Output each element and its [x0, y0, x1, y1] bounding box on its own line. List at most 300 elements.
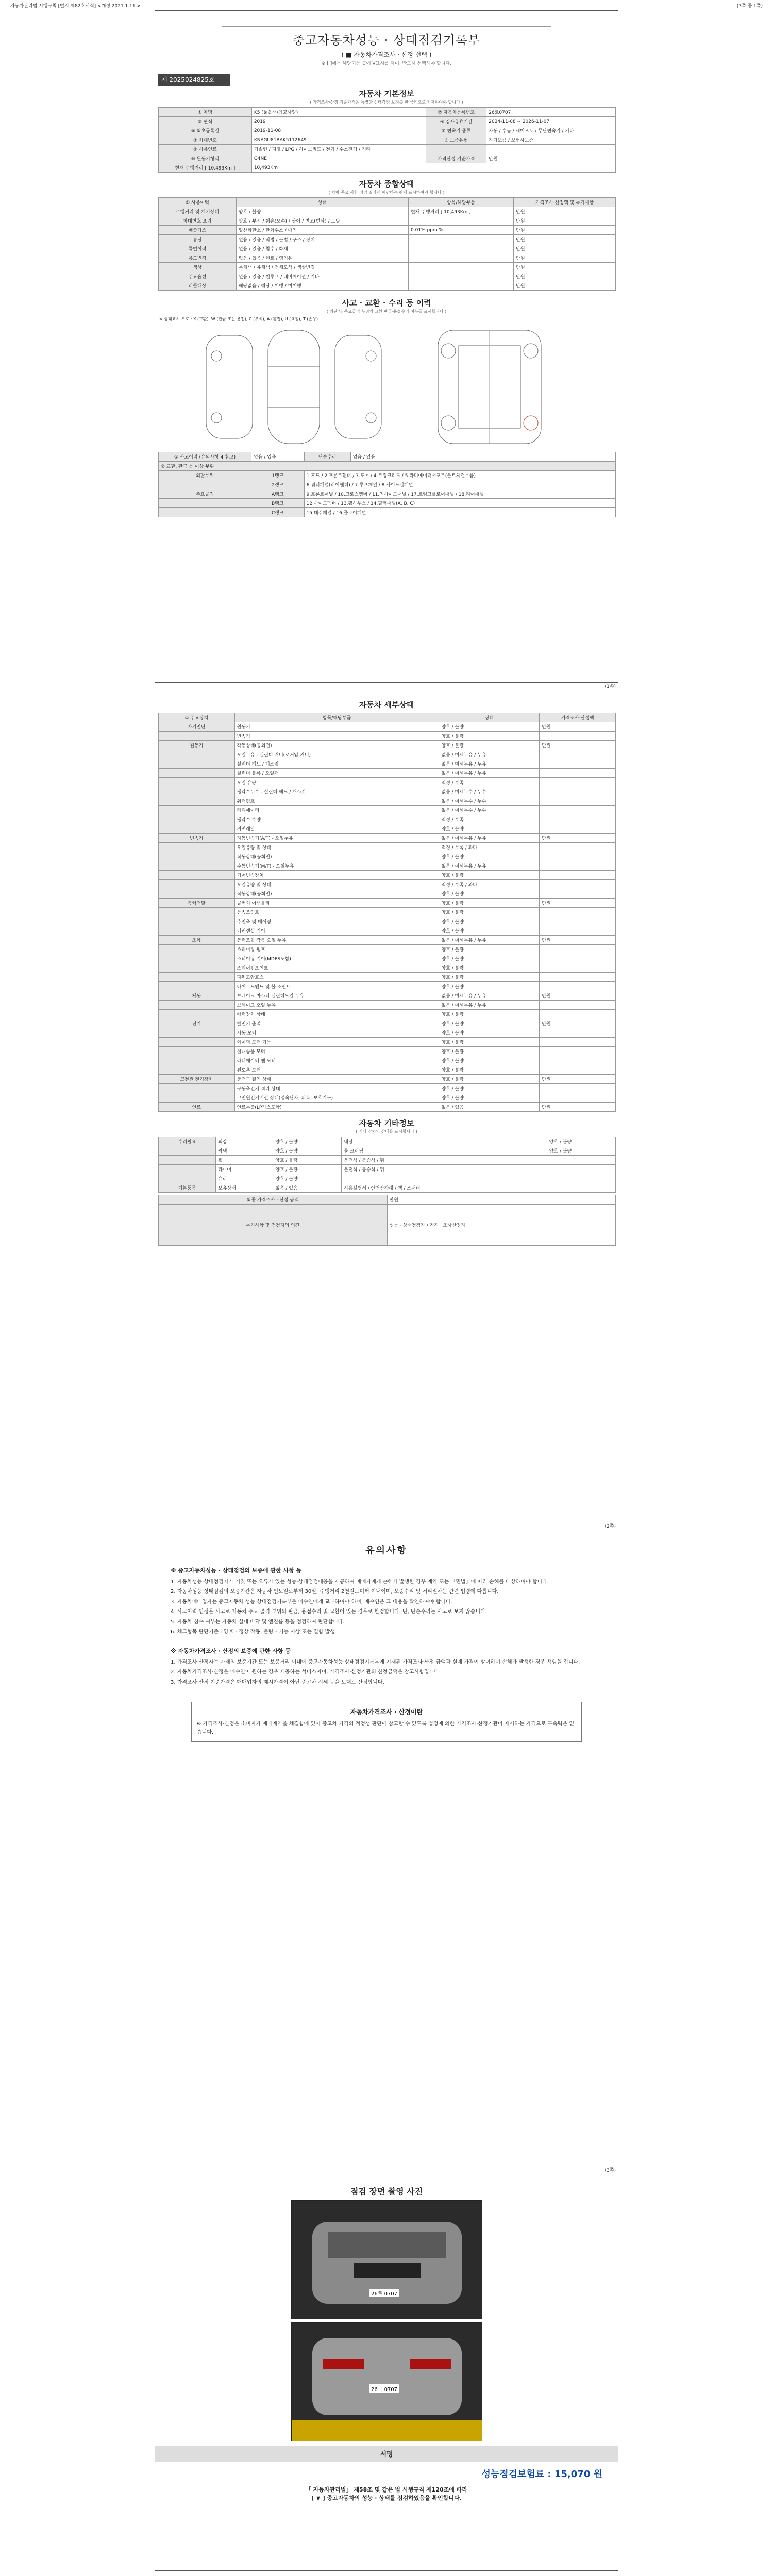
detail-row — [159, 963, 616, 973]
detail-row — [159, 787, 616, 796]
parts-rank: 2랭크 — [251, 480, 305, 489]
detail-row — [159, 861, 616, 871]
basic-label — [426, 145, 486, 154]
detail-device — [159, 1028, 235, 1038]
detail-price — [540, 769, 616, 778]
detail-item: 고전원전기배선 상태(접속단자, 피복, 보호기구) — [234, 1093, 439, 1103]
detail-row — [159, 815, 616, 824]
detail-status: 양호 / 불량 — [439, 1038, 540, 1047]
detail-status: 양호 / 불량 — [439, 732, 540, 741]
form-title-box — [222, 26, 551, 70]
other-cell — [159, 1165, 216, 1174]
general-cell — [409, 216, 514, 226]
other-cell — [159, 1146, 216, 1156]
detail-row — [159, 1001, 616, 1010]
accident-table — [158, 452, 616, 517]
detail-item: 동력조향 작동 오일 누유 — [234, 936, 439, 945]
detail-status: 양호 / 불량 — [439, 982, 540, 991]
detail-row — [159, 741, 616, 750]
detail-item: 연료누출(LP가스포함) — [234, 1103, 439, 1112]
detail-price — [540, 880, 616, 889]
parts-row — [159, 489, 616, 499]
detail-price — [540, 861, 616, 871]
detail-device — [159, 769, 235, 778]
notice-item: 2. 자동차성능·상태점검의 보증기간은 자동차 인도일로부터 30일, 주행거리 2천킬로미터 이내이며, 보증수리 및 처리절차는 관련 법령에 따릅니다. — [171, 1589, 499, 1595]
general-cell: 주행거리 및 계기상태 — [159, 207, 237, 216]
notice-item: 5. 자동차 침수 여부는 자동차 실내 바닥 및 엔진룸 등을 점검하여 판단합니다. — [171, 1619, 345, 1625]
notice-item: 1. 자동차성능·상태점검자가 거짓 또는 오류가 있는 성능·상태점검내용을 제공하여 매매자에게 손해가 발생한 경우 계약 또는 「민법」에 따라 손해를 배상하여야 합니다. — [171, 1579, 549, 1585]
accident-legend: ※ 상태표시 부호 : X (교환), W (판금 또는 용접), C (부식), A (흠집), U (요철), T (손상) — [159, 317, 318, 321]
general-cell: 만원 — [514, 253, 616, 263]
plate-front: 26로 0707 — [369, 2289, 399, 2297]
basic-value: 2019-11-08 — [251, 126, 426, 135]
other-row — [159, 1174, 616, 1183]
detail-device — [159, 880, 235, 889]
detail-device — [159, 917, 235, 926]
detail-row — [159, 1103, 616, 1112]
detail-status: 양호 / 불량 — [439, 973, 540, 982]
detail-item: 오일 유량 — [234, 778, 439, 787]
detail-device — [159, 1010, 235, 1019]
detail-price — [540, 1084, 616, 1093]
page-3 — [155, 1533, 618, 2173]
detail-item: 라디에이터 팬 모터 — [234, 1056, 439, 1065]
detail-row — [159, 769, 616, 778]
detail-item: 실린더 헤드 / 개스킷 — [234, 759, 439, 769]
other-cell: 기본품목 — [159, 1183, 216, 1193]
basic-value: KNAGU81BAK5112649 — [251, 135, 426, 145]
detail-price — [540, 787, 616, 796]
general-status-note: ( 차량 주요 사항 점검 결과에 해당하는 란에 표시하여야 합니다 ) — [328, 190, 445, 195]
mileage-value: 10,493Km — [251, 163, 615, 173]
general-header: 가격조사·산정액 및 특기사항 — [514, 198, 616, 207]
detail-item: 발전기 출력 — [234, 1019, 439, 1028]
detail-device — [159, 889, 235, 899]
basic-row — [159, 135, 616, 145]
detail-item: 변속기 — [234, 732, 439, 741]
detail-item: 디퍼렌셜 기어 — [234, 926, 439, 936]
detail-price: 만원 — [540, 722, 616, 732]
general-cell: 만원 — [514, 207, 616, 216]
detail-price: 만원 — [540, 1075, 616, 1084]
general-row — [159, 253, 616, 263]
detail-status: 적정 / 부족 / 과다 — [439, 880, 540, 889]
other-cell: 운전석 / 동승석 / 뒤 — [342, 1165, 547, 1174]
detail-price — [540, 973, 616, 982]
price-explain-text: ※ 가격조사·산정은 소비자가 매매계약을 체결함에 있어 중고차 가격의 적정성 판단에 참고할 수 있도록 법정에 의한 가격조사·산정기관이 제시하는 가격으로 구속력은 없습니다. — [197, 1721, 575, 1735]
detail-price: 만원 — [540, 991, 616, 1001]
general-cell: 없음 / 있음 / 적법 / 불법 / 구조 / 장치 — [236, 235, 408, 244]
detail-status: 없음 / 미세누수 / 누수 — [439, 806, 540, 815]
basic-info-title: 자동차 기본정보 — [359, 89, 414, 98]
detail-price — [540, 954, 616, 963]
other-row — [159, 1146, 616, 1156]
other-cell: 휠 — [216, 1156, 273, 1165]
detail-item: 충전구 절연 상태 — [234, 1075, 439, 1084]
detail-device — [159, 750, 235, 759]
general-cell: 0.01% ppm % — [409, 226, 514, 235]
detail-item: 스티어링 기어(MDPS포함) — [234, 954, 439, 963]
detail-device — [159, 806, 235, 815]
detail-header: ① 주요장치 — [159, 713, 235, 722]
accident-note: ( 외판 및 주요골격 부위의 교환·판금·용접수리 여부를 표시합니다 ) — [326, 309, 447, 314]
parts-group — [159, 508, 251, 517]
detail-price — [540, 1038, 616, 1047]
other-cell: 양호 / 불량 — [547, 1146, 615, 1156]
basic-label: ⑤ 최초등록일 — [159, 126, 252, 135]
general-cell: 만원 — [514, 244, 616, 253]
detail-item: 오일유량 및 상태 — [234, 843, 439, 852]
detail-item: 윈도우 모터 — [234, 1065, 439, 1075]
basic-label: 가격산정 기준가격 — [426, 154, 486, 163]
detail-title: 자동차 세부상태 — [359, 700, 414, 709]
parts-list: 12.사이드멤버 / 13.휠하우스 / 14.필러패널(A, B, C) — [304, 499, 615, 508]
general-cell: 만원 — [514, 281, 616, 291]
basic-row — [159, 117, 616, 126]
page-label-1: (1쪽) — [604, 684, 616, 689]
basic-value: 2024-11-08 ~ 2026-11-07 — [486, 117, 616, 126]
general-cell: 만원 — [514, 263, 616, 272]
detail-price — [540, 1056, 616, 1065]
basic-row — [159, 108, 616, 117]
detail-price — [540, 824, 616, 834]
other-row — [159, 1165, 616, 1174]
detail-row — [159, 843, 616, 852]
parts-list: 1.후드 / 2.프론트휀더 / 3.도어 / 4.트렁크리드 / 5.라디에이터서포트(볼트체결부품) — [304, 471, 615, 480]
other-cell: 양호 / 불량 — [273, 1137, 342, 1146]
detail-status: 없음 / 미세누수 / 누수 — [439, 787, 540, 796]
detail-price — [540, 843, 616, 852]
detail-item: 등속조인트 — [234, 908, 439, 917]
page-count: (3쪽 중 1쪽) — [736, 4, 763, 9]
detail-row — [159, 834, 616, 843]
detail-price — [540, 732, 616, 741]
general-cell — [409, 263, 514, 272]
other-cell: 유리 — [216, 1174, 273, 1183]
form-instruction: ※ [ ]에는 해당되는 곳에 V표시를 하며, 반드시 선택해야 합니다. — [321, 61, 452, 66]
other-cell: 보유상태 — [216, 1183, 273, 1193]
general-cell — [409, 235, 514, 244]
detail-device — [159, 824, 235, 834]
detail-device: 변속기 — [159, 834, 235, 843]
detail-row — [159, 973, 616, 982]
detail-row — [159, 889, 616, 899]
detail-price — [540, 926, 616, 936]
detail-item: 타이로드엔드 및 볼 조인트 — [234, 982, 439, 991]
basic-value: G4NE — [251, 154, 426, 163]
detail-row — [159, 926, 616, 936]
notice-subtitle-2: ※ 자동차가격조사 · 산정의 보증에 관한 사항 등 — [171, 1647, 291, 1654]
detail-header: 상태 — [439, 713, 540, 722]
remark-label: 특기사항 및 점검자의 의견 — [159, 1205, 388, 1246]
detail-device — [159, 1038, 235, 1047]
remark-text: 성능 · 상태점검자 / 가격 · 조사산정자 — [387, 1205, 616, 1246]
detail-status: 양호 / 불량 — [439, 908, 540, 917]
detail-item: 실린더 블록 / 오일팬 — [234, 769, 439, 778]
detail-header: 가격조사·산정액 — [540, 713, 616, 722]
car-diagrams — [155, 322, 618, 452]
other-cell — [342, 1174, 547, 1183]
detail-price — [540, 1065, 616, 1075]
other-cell — [159, 1174, 216, 1183]
general-cell: 해당없음 / 해당 / 이행 / 미이행 — [236, 281, 408, 291]
other-cell: 양호 / 불량 — [273, 1165, 342, 1174]
detail-status: 양호 / 불량 — [439, 963, 540, 973]
notice-list-2 — [171, 1658, 602, 1687]
detail-row — [159, 1047, 616, 1056]
detail-price — [540, 1010, 616, 1019]
detail-price — [540, 945, 616, 954]
detail-device — [159, 815, 235, 824]
basic-label: ⑩ 원동기형식 — [159, 154, 252, 163]
detail-status: 없음 / 미세누유 / 누유 — [439, 759, 540, 769]
footer-confirm: [ ∨ ] 중고자동차의 성능 · 상태를 점검하였음을 확인합니다. — [311, 2495, 462, 2501]
detail-device — [159, 926, 235, 936]
basic-row — [159, 126, 616, 135]
detail-status: 없음 / 미세누유 / 누유 — [439, 834, 540, 843]
detail-item: 원동기 — [234, 722, 439, 732]
parts-label: ② 교환, 판금 등 이상 부위 — [159, 462, 616, 471]
detail-row — [159, 1010, 616, 1019]
detail-row — [159, 871, 616, 880]
detail-device — [159, 973, 235, 982]
detail-item: 자동변속기(A/T) - 오일누유 — [234, 834, 439, 843]
car-photo-rear — [291, 2322, 482, 2441]
other-row — [159, 1156, 616, 1165]
detail-item: 스티어링 펌프 — [234, 945, 439, 954]
parts-group: 주요골격 — [159, 489, 251, 499]
detail-device — [159, 1056, 235, 1065]
other-cell: 내장 — [342, 1137, 547, 1146]
detail-item: 실내송풍 모터 — [234, 1047, 439, 1056]
detail-item: 구동축전지 격리 상태 — [234, 1084, 439, 1093]
car-exterior-diagram — [201, 325, 386, 449]
detail-price: 만원 — [540, 1103, 616, 1112]
detail-status: 양호 / 불량 — [439, 899, 540, 908]
detail-status: 양호 / 불량 — [439, 1010, 540, 1019]
detail-item: 배력장치 상태 — [234, 1010, 439, 1019]
basic-label: ④ 검사유효기간 — [426, 117, 486, 126]
notice-item: 3. 자동차매매업자는 중고자동차 성능·상태점검기록부를 매수인에게 교부하여야 하며, 매수인은 그 내용을 확인하여야 합니다. — [171, 1599, 452, 1605]
basic-info-table — [158, 107, 616, 173]
accident-history-label: ① 사고이력 (유의사항 4 참고) — [159, 452, 251, 462]
parts-row — [159, 508, 616, 517]
notice-list-1 — [171, 1578, 602, 1636]
detail-item: 브레이크 마스터 실린더오일 누유 — [234, 991, 439, 1001]
detail-status: 없음 / 미세누유 / 누유 — [439, 769, 540, 778]
parts-list: 9.프론트패널 / 10.크로스멤버 / 11.인사이드패널 / 17.트렁크플로어패널 / 18.리어패널 — [304, 489, 615, 499]
parts-row — [159, 499, 616, 508]
detail-status: 양호 / 불량 — [439, 1075, 540, 1084]
detail-status: 없음 / 있음 — [439, 1103, 540, 1112]
detail-item: 클러치 어셈블리 — [234, 899, 439, 908]
detail-device — [159, 787, 235, 796]
detail-item: 냉각수누수 - 실린더 헤드 / 개스킷 — [234, 787, 439, 796]
general-row — [159, 226, 616, 235]
notice-item: 3. 가격조사·산정 기준가격은 매매업자의 제시가격이 아닌 중고차 시세 등을 토대로 산정합니다. — [171, 1679, 384, 1685]
detail-row — [159, 852, 616, 861]
detail-price — [540, 759, 616, 769]
page-photos — [155, 2177, 618, 2571]
basic-value — [486, 145, 616, 154]
general-cell — [409, 253, 514, 263]
detail-status: 양호 / 불량 — [439, 722, 540, 732]
detail-status: 양호 / 불량 — [439, 824, 540, 834]
general-row — [159, 235, 616, 244]
detail-row — [159, 899, 616, 908]
general-row — [159, 207, 616, 216]
general-row — [159, 244, 616, 253]
other-cell: 없음 / 있음 — [273, 1183, 342, 1193]
page-label-2: (2쪽) — [604, 1524, 616, 1529]
detail-item: 워터펌프 — [234, 796, 439, 806]
other-cell: 수리필요 — [159, 1137, 216, 1146]
detail-device — [159, 1093, 235, 1103]
detail-device: 자기진단 — [159, 722, 235, 732]
other-cell — [547, 1165, 615, 1174]
basic-label: ② 자동차등록번호 — [426, 108, 486, 117]
detail-row — [159, 750, 616, 759]
simple-repair-value: 없음 / 있음 — [350, 452, 615, 462]
detail-row — [159, 954, 616, 963]
detail-status: 없음 / 미세누유 / 누유 — [439, 1001, 540, 1010]
detail-device: 원동기 — [159, 741, 235, 750]
basic-label: ⑨ 사용연료 — [159, 145, 252, 154]
plate-rear: 26로 0707 — [369, 2384, 399, 2393]
general-cell: 일산화탄소 / 탄화수소 / 매연 — [236, 226, 408, 235]
general-cell: 만원 — [514, 226, 616, 235]
signature-bar: 서명 — [155, 2446, 618, 2462]
detail-price: 만원 — [540, 834, 616, 843]
detail-item: 오일유량 및 상태 — [234, 880, 439, 889]
detail-item: 수동변속기(M/T) - 오일누유 — [234, 861, 439, 871]
detail-row — [159, 982, 616, 991]
basic-row — [159, 145, 616, 154]
general-header: ① 사용이력 — [159, 198, 237, 207]
detail-device — [159, 852, 235, 861]
basic-label: ⑦ 차대번호 — [159, 135, 252, 145]
general-cell: 양호 / 불량 — [236, 207, 408, 216]
general-cell — [409, 272, 514, 281]
other-info-note: ( 기타 장치의 상태를 표시합니다 ) — [356, 1129, 417, 1134]
detail-device — [159, 871, 235, 880]
price-explain-box — [191, 1702, 582, 1742]
basic-label: ⑧ 보증유형 — [426, 135, 486, 145]
accident-history-value: 없음 / 있음 — [251, 452, 305, 462]
notice-item: 1. 가격조사·산정자는 아래의 보증기간 또는 보증거리 이내에 중고자동차성능·상태점검기록부에 기재된 가격조사·산정 금액과 실제 가격이 상이하여 손해가 발생한 경우 책임을 집니다. — [171, 1659, 580, 1665]
detail-item: 브레이크 오일 누유 — [234, 1001, 439, 1010]
detail-price: 만원 — [540, 1019, 616, 1028]
footer-law: 「 자동차관리법」 제58조 및 같은 법 시행규칙 제120조에 따라 — [305, 2486, 468, 2493]
other-cell: 운전석 / 동승석 / 뒤 — [342, 1156, 547, 1165]
other-info-table — [158, 1137, 616, 1193]
detail-device: 제동 — [159, 991, 235, 1001]
detail-status: 양호 / 불량 — [439, 1019, 540, 1028]
general-cell: 양호 / 부식 / 훼손(오손) / 상이 / 변조(변타) / 도말 — [236, 216, 408, 226]
detail-row — [159, 1056, 616, 1065]
detail-status: 양호 / 불량 — [439, 741, 540, 750]
notice-item: 2. 자동차가격조사·산정은 매수인이 원하는 경우 제공하는 서비스이며, 가격조사·산정기관의 산정금액은 참고사항입니다. — [171, 1669, 441, 1675]
general-cell: 용도변경 — [159, 253, 237, 263]
general-row — [159, 263, 616, 272]
simple-repair-label: 단순수리 — [304, 452, 350, 462]
parts-row — [159, 480, 616, 489]
detail-status: 적정 / 부족 — [439, 815, 540, 824]
other-cell: 광택 — [216, 1146, 273, 1156]
other-cell: 양호 / 불량 — [273, 1174, 342, 1183]
basic-value: 만원 — [486, 154, 616, 163]
notice-item: 6. 체크항목 판단기준 : 양호 - 정상 작동, 불량 - 기능 이상 또는 결함 발생 — [171, 1629, 335, 1635]
general-cell — [409, 244, 514, 253]
basic-label: ③ 연식 — [159, 117, 252, 126]
detail-row — [159, 759, 616, 769]
detail-status: 양호 / 불량 — [439, 1065, 540, 1075]
document-number: 제 2025024825호 — [158, 74, 230, 86]
other-cell — [159, 1156, 216, 1165]
general-cell: 만원 — [514, 235, 616, 244]
detail-status: 없음 / 미세누유 / 누유 — [439, 750, 540, 759]
general-cell: 없음 / 있음 / 렌트 / 영업용 — [236, 253, 408, 263]
detail-item: 작동상태(공회전) — [234, 852, 439, 861]
detail-status: 양호 / 불량 — [439, 871, 540, 880]
general-row — [159, 272, 616, 281]
detail-status: 없음 / 미세누유 / 누유 — [439, 936, 540, 945]
detail-device — [159, 843, 235, 852]
detail-row — [159, 824, 616, 834]
detail-item: 와이퍼 모터 기능 — [234, 1038, 439, 1047]
general-cell: 색상 — [159, 263, 237, 272]
detail-status: 없음 / 미세누유 / 누유 — [439, 991, 540, 1001]
detail-row — [159, 1038, 616, 1047]
detail-price — [540, 908, 616, 917]
detail-row — [159, 908, 616, 917]
general-cell: 튜닝 — [159, 235, 237, 244]
general-cell: 없음 / 있음 / 썬루프 / 내비게이션 / 기타 — [236, 272, 408, 281]
detail-price: 만원 — [540, 741, 616, 750]
page-label-3: (3쪽) — [604, 2168, 616, 2173]
detail-status: 양호 / 불량 — [439, 1028, 540, 1038]
other-cell: 타이어 — [216, 1165, 273, 1174]
basic-label: ① 차명 — [159, 108, 252, 117]
general-status-title: 자동차 종합상태 — [359, 179, 414, 189]
detail-item: 시동 모터 — [234, 1028, 439, 1038]
other-cell — [547, 1174, 615, 1183]
car-front-image — [292, 2201, 482, 2319]
parts-rank: A랭크 — [251, 489, 305, 499]
car-photo-front — [291, 2200, 482, 2319]
parts-rank: C랭크 — [251, 508, 305, 517]
basic-value: 자가보증 / 보험사보증 — [486, 135, 616, 145]
detail-device: 연료 — [159, 1103, 235, 1112]
parts-row — [159, 471, 616, 480]
other-cell — [547, 1183, 615, 1193]
detail-status: 양호 / 불량 — [439, 945, 540, 954]
final-price-label: 최종 가격조사 · 산정 금액 — [159, 1195, 388, 1205]
other-cell: 룸 크리닝 — [342, 1146, 547, 1156]
other-cell — [547, 1156, 615, 1165]
detail-device — [159, 778, 235, 787]
detail-status: 양호 / 불량 — [439, 889, 540, 899]
parts-list: 15.대쉬패널 / 16.플로어패널 — [304, 508, 615, 517]
detail-price — [540, 796, 616, 806]
form-reference: 자동차관리법 시행규칙 [별지 제82호서식] <개정 2021.1.11.> — [10, 4, 141, 9]
basic-info-note: ( 가격조사·산정 기준가격은 특별한 상태감점 보정을 한 금액으로 기재하여야 합니다 ) — [310, 100, 463, 105]
detail-device: 조향 — [159, 936, 235, 945]
detail-price — [540, 889, 616, 899]
detail-item: 스티어링조인트 — [234, 963, 439, 973]
detail-status: 양호 / 불량 — [439, 954, 540, 963]
detail-status: 양호 / 불량 — [439, 1093, 540, 1103]
